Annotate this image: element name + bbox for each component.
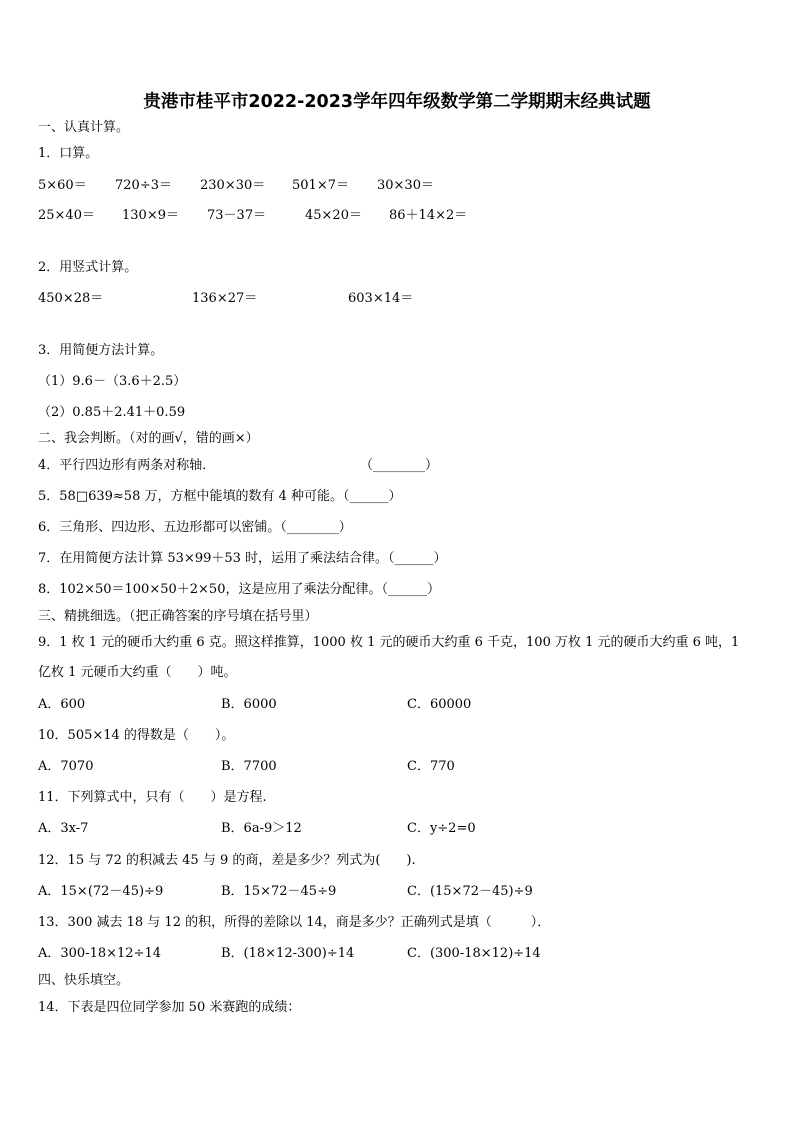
question-label: 2．用竖式计算。 [38,260,138,275]
vertical-calc-item: 450×28＝ [38,291,104,306]
option-c: C．(300-18×12)÷14 [407,946,541,961]
option-a: A．7070 [38,759,94,774]
option-b: B．7700 [221,759,277,774]
choice-question: 12．15 与 72 的积减去 45 与 9 的商，差是多少？列式为( ). [38,853,416,868]
option-b: B．6a-9＞12 [221,821,302,836]
oral-calc-item: 130×9＝ [122,208,179,223]
oral-calc-item: 45×20＝ [305,208,362,223]
oral-calc-item: 720÷3＝ [115,178,172,193]
choice-question: 11．下列算式中，只有（ ）是方程. [38,790,267,805]
choice-question: 9．1 枚 1 元的硬币大约重 6 克。照这样推算，1000 枚 1 元的硬币大约重 6 千克，100 万枚 1 元的硬币大约重 6 吨，1 [38,635,740,650]
vertical-calc-item: 603×14＝ [348,291,414,306]
page-title: 贵港市桂平市2022-2023学年四年级数学第二学期期末经典试题 [143,92,651,112]
option-c: C．770 [407,759,455,774]
fill-question: 14．下表是四位同学参加 50 米赛跑的成绩： [38,1000,301,1015]
choice-question: 亿枚 1 元硬币大约重（ ）吨。 [38,665,237,680]
oral-calc-item: 25×40＝ [38,208,95,223]
section-heading: 四、快乐填空。 [38,973,130,988]
judge-question: 4．平行四边形有两条对称轴． [38,458,216,473]
judge-question: 6．三角形、四边形、五边形都可以密铺。（________） [38,520,352,535]
section-heading: 一、认真计算。 [38,120,130,135]
choice-question: 10．505×14 的得数是（ ）。 [38,728,235,743]
judge-question: 8．102×50＝100×50＋2×50，这是应用了乘法分配律。（______） [38,582,440,597]
oral-calc-item: 501×7＝ [292,178,349,193]
option-c: C．y÷2=0 [407,821,476,836]
oral-calc-item: 86＋14×2＝ [389,208,468,223]
option-a: A．15×(72－45)÷9 [38,884,164,899]
answer-blank: （________） [360,458,439,473]
option-c: C．60000 [407,697,472,712]
option-a: A．300-18×12÷14 [38,946,162,961]
section-heading: 三、精挑细选。（把正确答案的序号填在括号里） [38,609,318,624]
vertical-calc-item: 136×27＝ [192,291,258,306]
question-label: 3．用简便方法计算。 [38,343,164,358]
option-b: B．15×72－45÷9 [221,884,337,899]
simplify-calc-item: （1）9.6－（3.6＋2.5） [38,374,187,389]
oral-calc-item: 5×60＝ [38,178,87,193]
choice-question: 13．300 减去 18 与 12 的积，所得的差除以 14，商是多少？正确列式是填（ ）． [38,915,551,930]
option-b: B．(18×12-300)÷14 [221,946,355,961]
oral-calc-item: 230×30＝ [200,178,266,193]
section-heading: 二、我会判断。（对的画√，错的画×） [38,431,259,446]
oral-calc-item: 73－37＝ [207,208,267,223]
judge-question: 5．58□639≈58 万，方框中能填的数有 4 种可能。（______） [38,489,402,504]
option-b: B．6000 [221,697,277,712]
question-label: 1．口算。 [38,146,99,161]
option-a: A．600 [38,697,86,712]
simplify-calc-item: （2）0.85＋2.41＋0.59 [38,405,186,420]
option-c: C．(15×72－45)÷9 [407,884,533,899]
judge-question: 7．在用简便方法计算 53×99＋53 时，运用了乘法结合律。（______） [38,551,447,566]
option-a: A．3x-7 [38,821,89,836]
oral-calc-item: 30×30＝ [377,178,434,193]
